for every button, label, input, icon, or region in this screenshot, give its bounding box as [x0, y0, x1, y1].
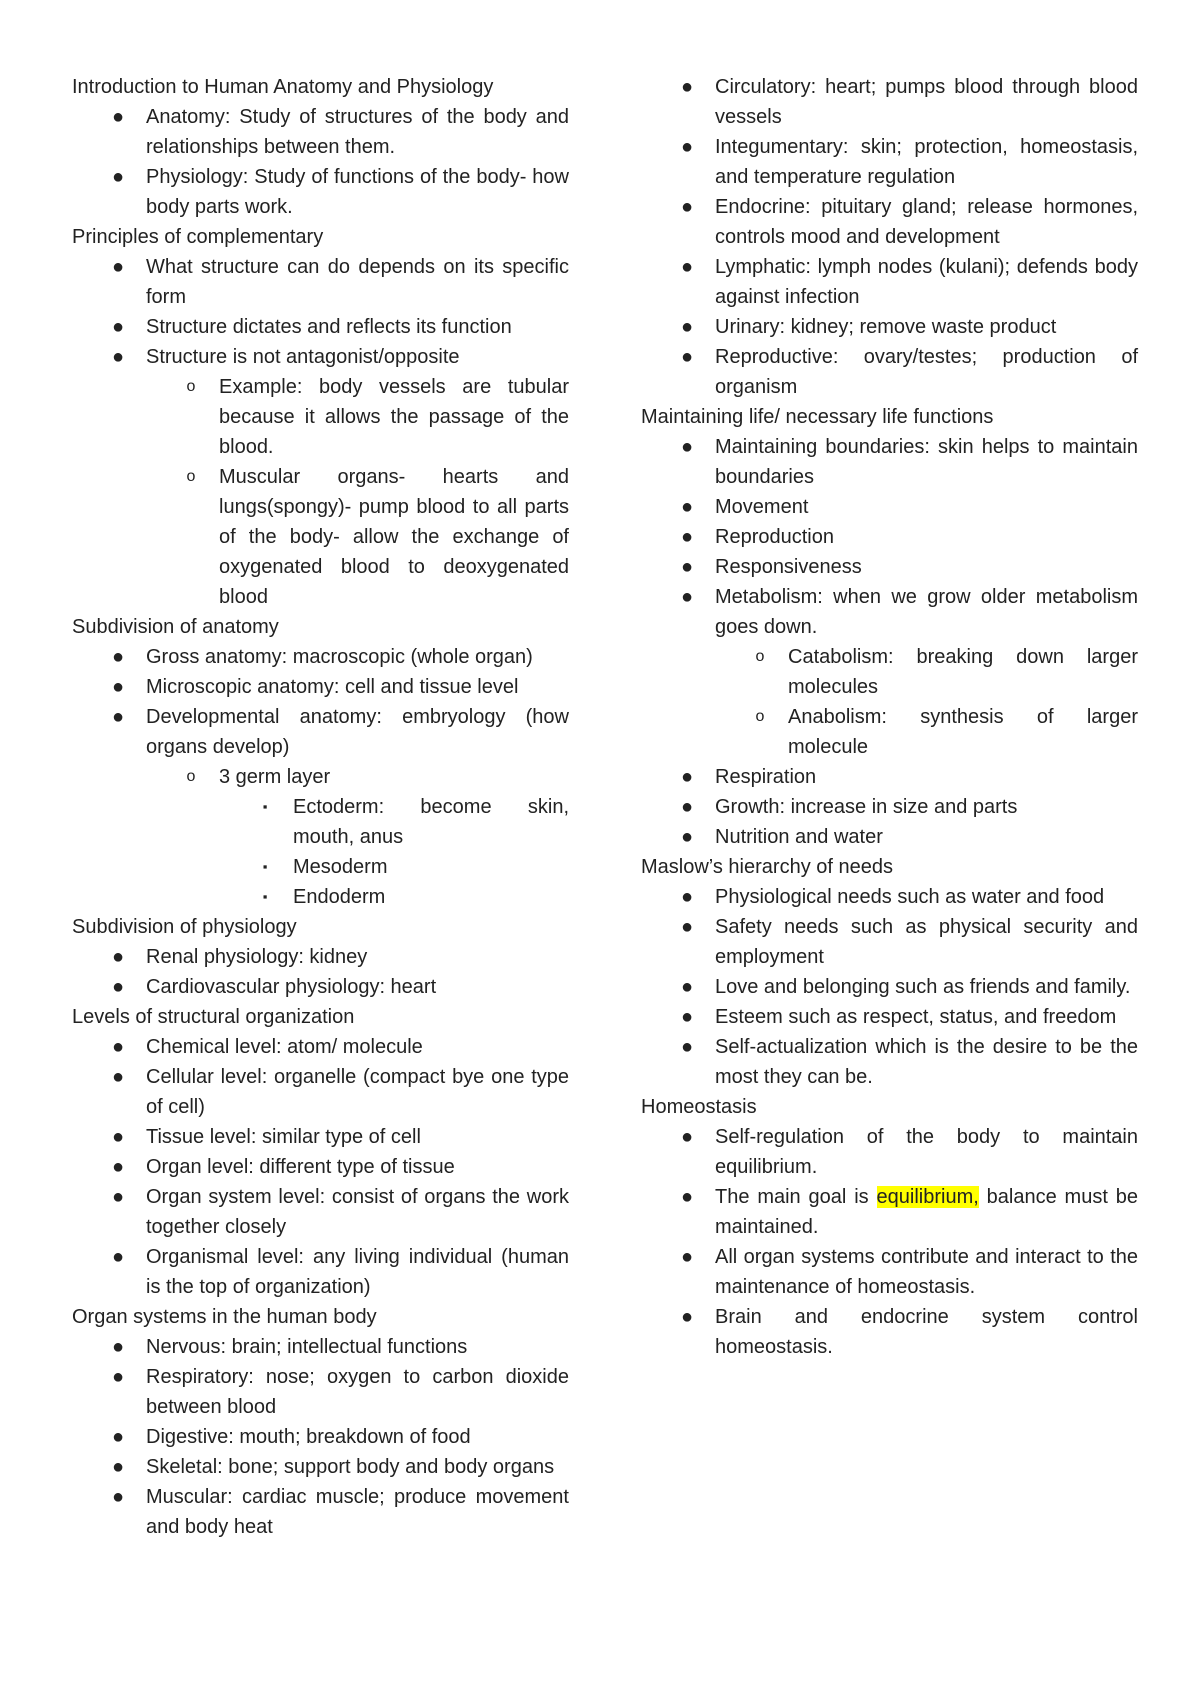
list-item-text: What structure can do depends on its specific form	[146, 256, 569, 308]
bullet-list	[72, 102, 569, 222]
list-item-text: Nutrition and water	[715, 826, 883, 848]
bullet-icon: ●	[680, 436, 694, 458]
bullet-icon: ●	[111, 1426, 125, 1448]
bullet-icon: ●	[111, 1156, 125, 1178]
list-item-text: Metabolism: when we grow older metabolism goes down.	[715, 586, 1138, 638]
list-item	[641, 72, 1138, 132]
bullet-icon: ●	[680, 886, 694, 908]
list-item-text: Love and belonging such as friends and family.	[715, 976, 1131, 998]
bullet-icon: ●	[680, 586, 694, 608]
bullet-icon: ●	[111, 106, 125, 128]
bullet-icon: ●	[111, 1126, 125, 1148]
list-item	[641, 972, 1138, 1002]
bullet-icon: ●	[111, 706, 125, 728]
bullet-icon: ●	[680, 766, 694, 788]
bullet-list	[72, 642, 569, 912]
bullet-list	[72, 942, 569, 1002]
bullet-icon: ●	[680, 1036, 694, 1058]
list-item	[72, 672, 569, 702]
list-item-text: Integumentary: skin; protection, homeostasis, and temperature regulation	[715, 136, 1138, 188]
bullet-icon: ●	[680, 1126, 694, 1148]
list-item	[641, 522, 1138, 552]
list-item	[72, 642, 569, 672]
list-item	[641, 792, 1138, 822]
list-item	[641, 252, 1138, 312]
bullet-icon: ●	[111, 1456, 125, 1478]
list-item	[72, 1062, 569, 1122]
bullet-icon: ●	[680, 1246, 694, 1268]
bullet-icon: ●	[111, 1366, 125, 1388]
list-item	[72, 792, 569, 852]
list-item-text: Digestive: mouth; breakdown of food	[146, 1426, 471, 1448]
list-item	[72, 852, 569, 882]
bullet-icon: ●	[680, 1006, 694, 1028]
list-item	[72, 1122, 569, 1152]
circle-bullet-icon: o	[186, 768, 196, 785]
list-item	[641, 1122, 1138, 1182]
list-item-text: Chemical level: atom/ molecule	[146, 1036, 423, 1058]
list-item	[641, 312, 1138, 342]
list-item-text: Lymphatic: lymph nodes (kulani); defends body against infection	[715, 256, 1138, 308]
square-bullet-icon: ▪	[262, 889, 268, 904]
list-item-text: Reproductive: ovary/testes; production of organism	[715, 346, 1138, 398]
bullet-icon: ●	[111, 646, 125, 668]
list-item-text: Structure is not antagonist/opposite	[146, 346, 460, 368]
list-item	[641, 1182, 1138, 1242]
list-item	[641, 822, 1138, 852]
list-item	[72, 1362, 569, 1422]
list-item-text: Developmental anatomy: embryology (how organs develop)	[146, 706, 569, 758]
section-heading: Levels of structural organization	[72, 1006, 355, 1028]
list-item-text: Organismal level: any living individual (human is the top of organization)	[146, 1246, 569, 1298]
list-item	[72, 972, 569, 1002]
list-item-text: Example: body vessels are tubular because it allows the passage of the blood.	[219, 376, 569, 458]
square-bullet-icon: ▪	[262, 859, 268, 874]
section-heading: Principles of complementary	[72, 226, 324, 248]
list-item-text: Anatomy: Study of structures of the body and relationships between them.	[146, 106, 569, 158]
list-item	[641, 1032, 1138, 1092]
list-item	[641, 1242, 1138, 1302]
list-item	[72, 882, 569, 912]
list-item-text: Ectoderm: become skin, mouth, anus	[293, 796, 569, 848]
list-item	[72, 1332, 569, 1362]
bullet-list	[72, 1032, 569, 1302]
bullet-icon: ●	[111, 676, 125, 698]
list-item-text: Movement	[715, 496, 809, 518]
bullet-icon: ●	[680, 1186, 694, 1208]
bullet-list	[72, 1332, 569, 1542]
bullet-list	[641, 432, 1138, 852]
bullet-icon: ●	[680, 496, 694, 518]
list-item	[72, 372, 569, 462]
list-item-text: Self-regulation of the body to maintain equilibrium.	[715, 1126, 1138, 1178]
bullet-icon: ●	[680, 976, 694, 998]
section-heading: Subdivision of anatomy	[72, 616, 279, 638]
list-item-text: Responsiveness	[715, 556, 862, 578]
list-item	[72, 1152, 569, 1182]
circle-bullet-icon: o	[755, 648, 765, 665]
list-item	[641, 342, 1138, 402]
list-item	[641, 552, 1138, 582]
list-item	[72, 1482, 569, 1542]
bullet-icon: ●	[680, 826, 694, 848]
bullet-icon: ●	[680, 76, 694, 98]
section-heading: Maslow’s hierarchy of needs	[641, 856, 893, 878]
list-item-text: Muscular: cardiac muscle; produce movement and body heat	[146, 1486, 569, 1538]
list-item-text: 3 germ layer	[219, 766, 331, 788]
right-column	[641, 72, 1138, 1362]
list-item	[641, 762, 1138, 792]
list-item-text: Endoderm	[293, 886, 386, 908]
bullet-icon: ●	[111, 316, 125, 338]
square-bullet-icon: ▪	[262, 799, 268, 814]
list-item-text: Urinary: kidney; remove waste product	[715, 316, 1057, 338]
list-item-text: Endocrine: pituitary gland; release hormones, controls mood and development	[715, 196, 1138, 248]
list-item	[641, 1002, 1138, 1032]
list-item-text: Maintaining boundaries: skin helps to maintain boundaries	[715, 436, 1138, 488]
list-item	[72, 1242, 569, 1302]
bullet-icon: ●	[680, 916, 694, 938]
section-heading: Homeostasis	[641, 1096, 757, 1118]
list-item-text: Safety needs such as physical security and employment	[715, 916, 1138, 968]
list-item	[72, 252, 569, 312]
bullet-icon: ●	[680, 196, 694, 218]
list-item-text: Mesoderm	[293, 856, 388, 878]
list-item-text: Respiratory: nose; oxygen to carbon dioxide between blood	[146, 1366, 569, 1418]
bullet-icon: ●	[111, 976, 125, 998]
bullet-icon: ●	[680, 1306, 694, 1328]
list-item	[72, 102, 569, 162]
list-item-text: Nervous: brain; intellectual functions	[146, 1336, 468, 1358]
bullet-icon: ●	[111, 256, 125, 278]
list-item-text: Organ level: different type of tissue	[146, 1156, 455, 1178]
highlighted-text: equilibrium,	[876, 1186, 979, 1208]
bullet-icon: ●	[111, 1246, 125, 1268]
list-item-text: Anabolism: synthesis of larger molecule	[788, 706, 1138, 758]
list-item	[72, 342, 569, 372]
list-item	[72, 162, 569, 222]
list-item	[72, 702, 569, 762]
bullet-list	[641, 72, 1138, 402]
list-item-text: Cellular level: organelle (compact bye one type of cell)	[146, 1066, 569, 1118]
bullet-icon: ●	[111, 1486, 125, 1508]
list-item	[72, 1452, 569, 1482]
bullet-icon: ●	[111, 1036, 125, 1058]
bullet-icon: ●	[680, 256, 694, 278]
list-item-text: Brain and endocrine system control homeostasis.	[715, 1306, 1138, 1358]
bullet-icon: ●	[111, 946, 125, 968]
list-item-text: Renal physiology: kidney	[146, 946, 368, 968]
bullet-icon: ●	[680, 316, 694, 338]
bullet-list	[72, 252, 569, 612]
section-heading: Organ systems in the human body	[72, 1306, 377, 1328]
bullet-icon: ●	[111, 1066, 125, 1088]
bullet-icon: ●	[680, 556, 694, 578]
list-item-text: Organ system level: consist of organs the work together closely	[146, 1186, 569, 1238]
list-item-text: Esteem such as respect, status, and freedom	[715, 1006, 1117, 1028]
section-heading: Maintaining life/ necessary life functions	[641, 406, 994, 428]
bullet-icon: ●	[680, 346, 694, 368]
list-item-text: Skeletal: bone; support body and body organs	[146, 1456, 555, 1478]
list-item-text: All organ systems contribute and interact to the maintenance of homeostasis.	[715, 1246, 1138, 1298]
list-item	[641, 582, 1138, 642]
list-item	[641, 702, 1138, 762]
list-item-text: Structure dictates and reflects its function	[146, 316, 512, 338]
list-item-text: Muscular organs- hearts and lungs(spongy)- pump blood to all parts of the body- allow the exchange of oxygenated blood to deoxygenated blood	[219, 466, 569, 608]
list-item	[641, 882, 1138, 912]
bullet-icon: ●	[111, 1336, 125, 1358]
list-item	[641, 132, 1138, 192]
list-item-text: Physiological needs such as water and food	[715, 886, 1105, 908]
list-item	[72, 312, 569, 342]
bullet-icon: ●	[680, 526, 694, 548]
circle-bullet-icon: o	[186, 468, 196, 485]
circle-bullet-icon: o	[755, 708, 765, 725]
list-item	[641, 912, 1138, 972]
list-item	[72, 942, 569, 972]
list-item-text: The main goal is equilibrium, balance must be maintained.	[715, 1186, 1138, 1238]
list-item-text: Growth: increase in size and parts	[715, 796, 1018, 818]
circle-bullet-icon: o	[186, 378, 196, 395]
bullet-icon: ●	[680, 136, 694, 158]
list-item-text: Tissue level: similar type of cell	[146, 1126, 421, 1148]
bullet-icon: ●	[680, 796, 694, 818]
list-item	[72, 462, 569, 612]
left-column	[72, 72, 569, 1542]
bullet-list	[641, 1122, 1138, 1362]
list-item-text: Cardiovascular physiology: heart	[146, 976, 437, 998]
list-item	[641, 492, 1138, 522]
list-item	[641, 642, 1138, 702]
bullet-icon: ●	[111, 346, 125, 368]
list-item	[72, 762, 569, 792]
bullet-icon: ●	[111, 1186, 125, 1208]
list-item-text: Catabolism: breaking down larger molecules	[788, 646, 1138, 698]
bullet-icon: ●	[111, 166, 125, 188]
list-item-text: Microscopic anatomy: cell and tissue level	[146, 676, 519, 698]
list-item	[72, 1182, 569, 1242]
list-item	[641, 192, 1138, 252]
section-heading: Subdivision of physiology	[72, 916, 297, 938]
list-item	[72, 1422, 569, 1452]
list-item-text: Self-actualization which is the desire to be the most they can be.	[715, 1036, 1138, 1088]
list-item-text: Gross anatomy: macroscopic (whole organ)	[146, 646, 533, 668]
list-item	[641, 1302, 1138, 1362]
bullet-list	[641, 882, 1138, 1092]
list-item	[641, 432, 1138, 492]
list-item-text: Reproduction	[715, 526, 834, 548]
list-item-text: Respiration	[715, 766, 817, 788]
list-item-text: Physiology: Study of functions of the body- how body parts work.	[146, 166, 569, 218]
section-heading: Introduction to Human Anatomy and Physiology	[72, 76, 494, 98]
list-item	[72, 1032, 569, 1062]
list-item-text: Circulatory: heart; pumps blood through blood vessels	[715, 76, 1138, 128]
